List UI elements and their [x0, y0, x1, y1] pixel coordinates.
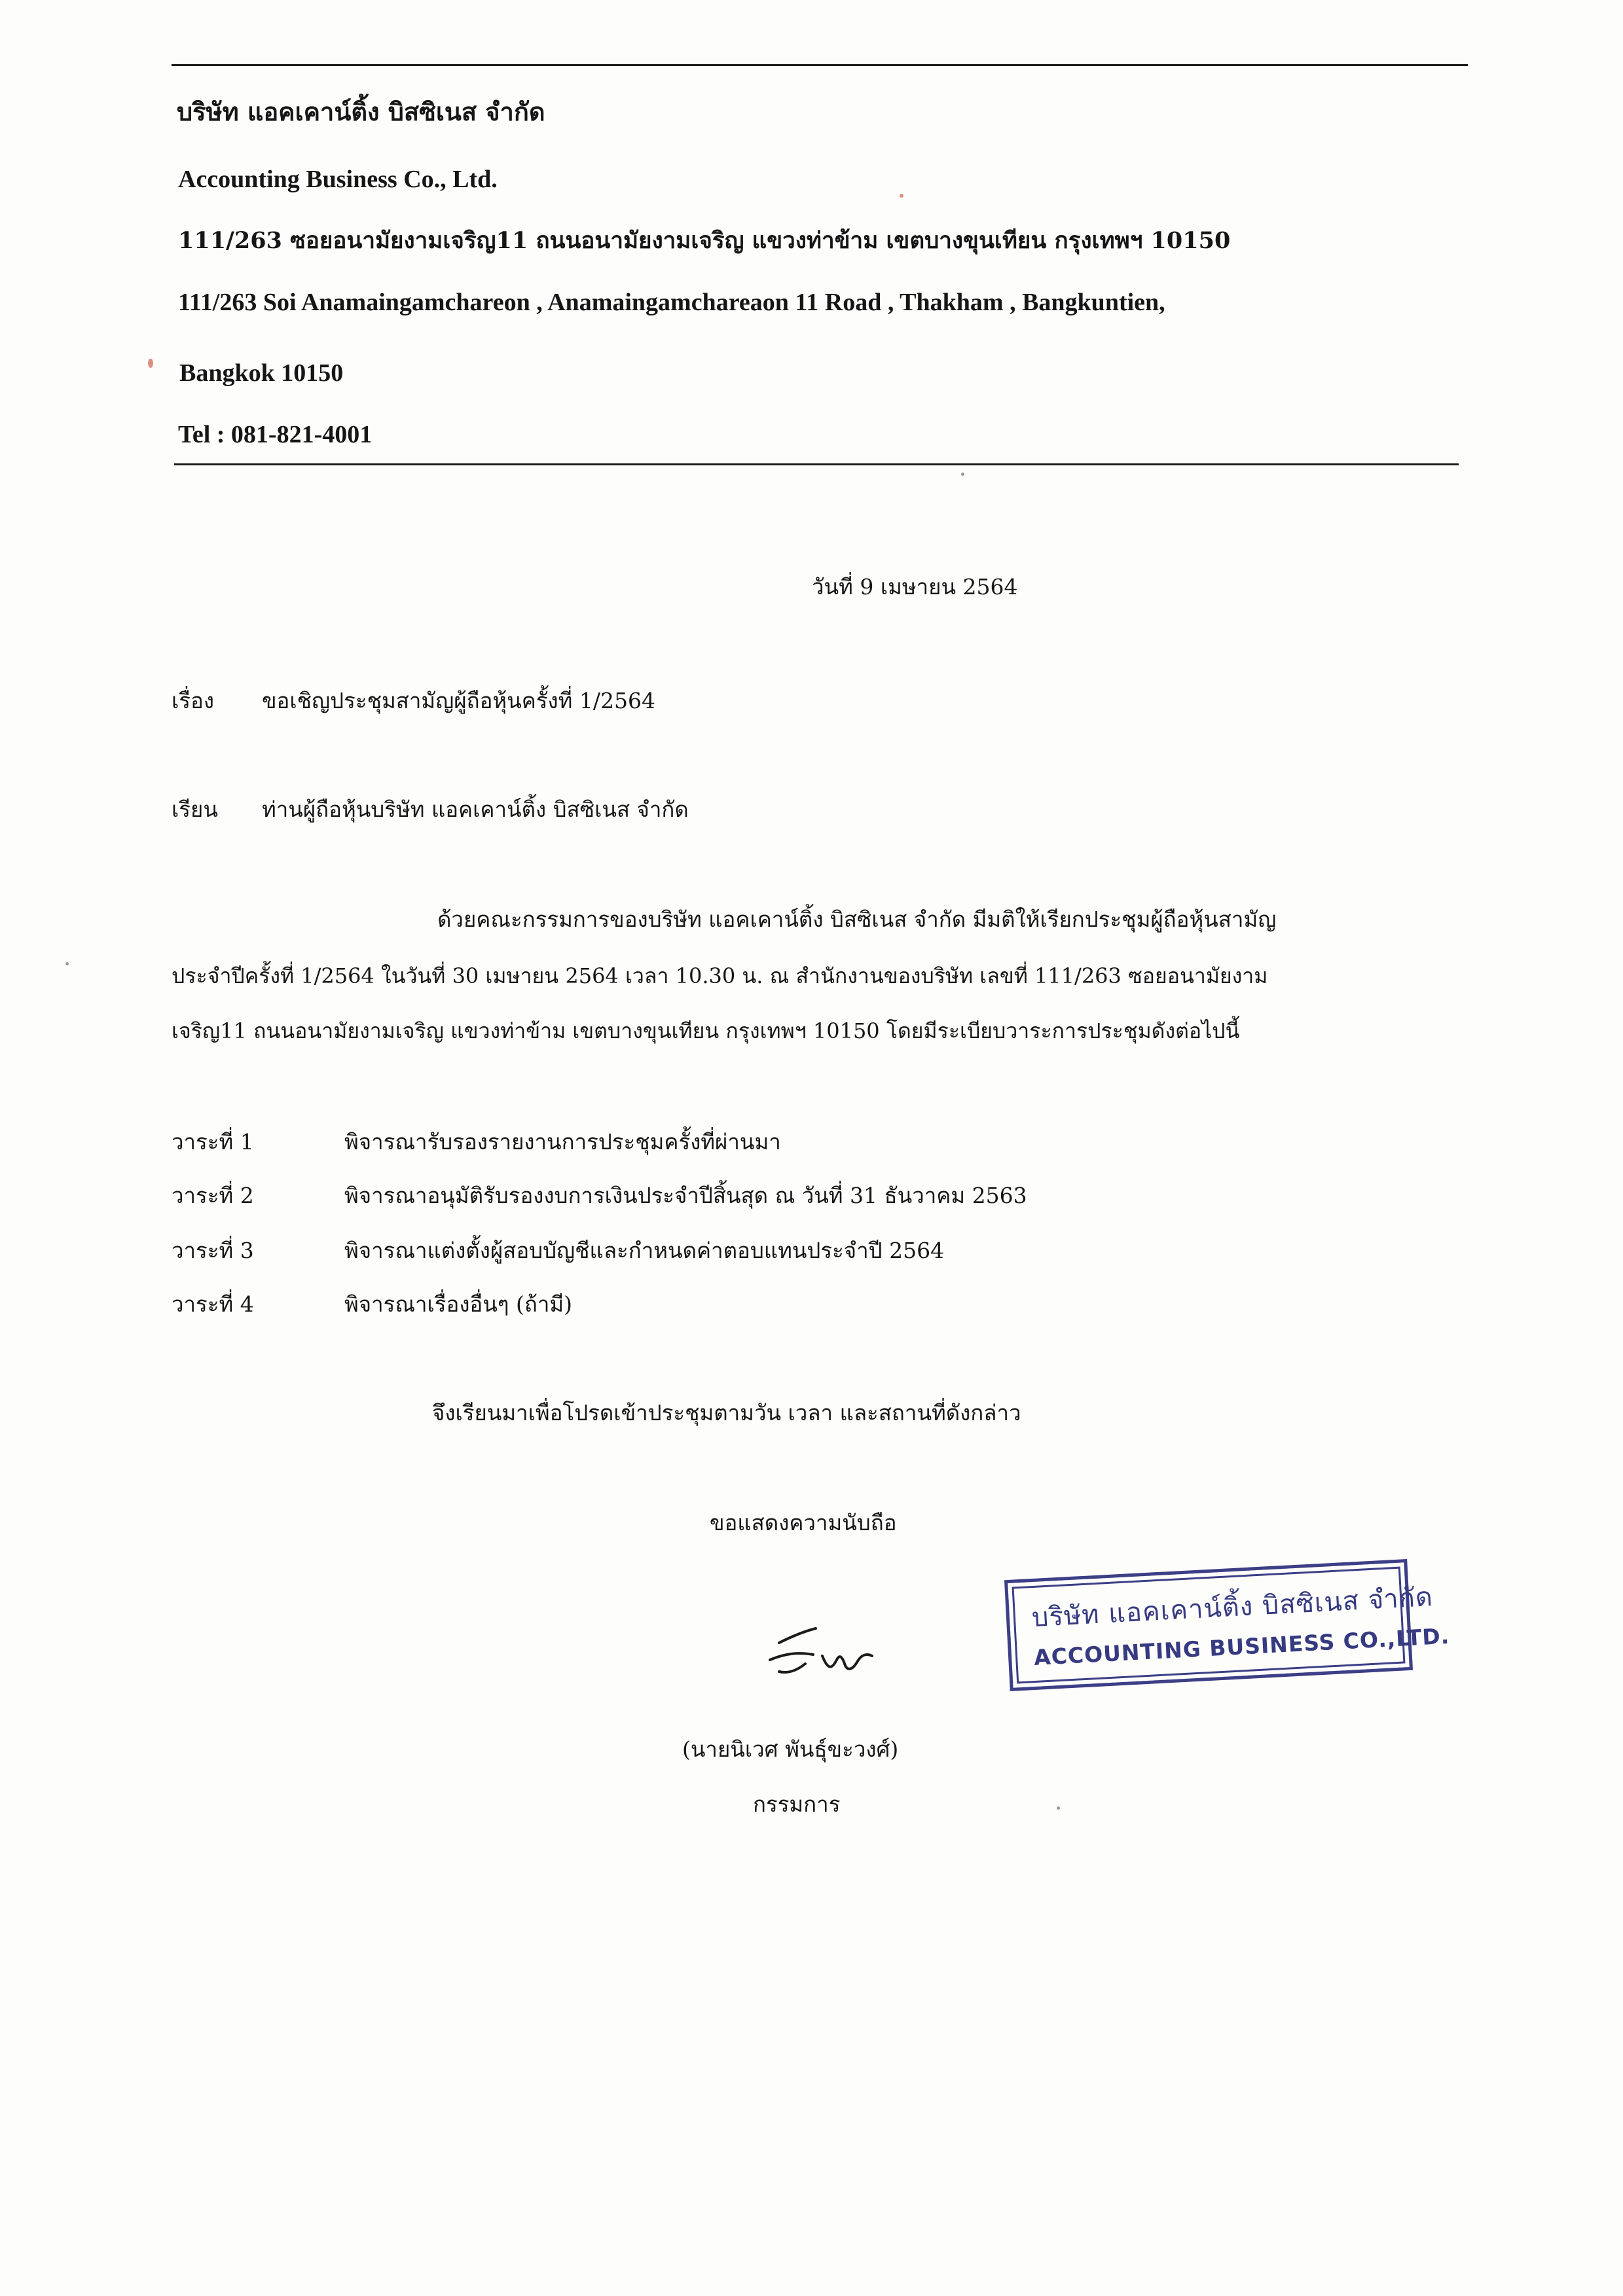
- body-paragraph-line2: ประจำปีครั้งที่ 1/2564 ในวันที่ 30 เมษายน 2564 เวลา 10.30 น. ณ สำนักงานของบริษัท เลขที่ 111/263 ซอยอนามัยงาม: [172, 963, 1268, 988]
- company-name-english: Accounting Business Co., Ltd.: [178, 166, 498, 193]
- company-address-english-line2: Bangkok 10150: [179, 359, 344, 387]
- agenda-item-3-text: พิจารณาแต่งตั้งผู้สอบบัญชีและกำหนดค่าตอบแทนประจำปี 2564: [344, 1238, 945, 1263]
- scan-speck: [1057, 1806, 1060, 1810]
- company-address-thai: 111/263 ซอยอนามัยงามเจริญ11 ถนนอนามัยงามเจริญ แขวงท่าข้าม เขตบางขุนเทียน กรุงเทพฯ 10150: [178, 227, 1231, 254]
- addressee-label: เรียน: [172, 797, 218, 822]
- company-name-thai: บริษัท แอคเคาน์ติ้ง บิสซิเนส จำกัด: [177, 97, 545, 126]
- signer-title: กรรมการ: [753, 1791, 841, 1817]
- subject-label: เรื่อง: [172, 688, 214, 713]
- stamp-text-thai: บริษัท แอคเคาน์ติ้ง บิสซิเนส จำกัด: [1030, 1582, 1434, 1634]
- stamp-text-english: ACCOUNTING BUSINESS CO.,LTD.: [1033, 1623, 1451, 1671]
- scan-speck: [961, 473, 964, 476]
- handwritten-signature: [759, 1623, 890, 1695]
- scan-speck: [148, 359, 153, 368]
- agenda-item-4-text: พิจารณาเรื่องอื่นๆ (ถ้ามี): [344, 1291, 573, 1317]
- agenda-item-2-text: พิจารณาอนุมัติรับรองงบการเงินประจำปีสิ้นสุด ณ วันที่ 31 ธันวาคม 2563: [344, 1183, 1027, 1208]
- scan-speck: [900, 194, 903, 198]
- scan-speck: [65, 962, 69, 965]
- agenda-item-1-label: วาระที่ 1: [172, 1129, 254, 1155]
- letter-date: วันที่ 9 เมษายน 2564: [812, 574, 1018, 600]
- company-address-english-line1: 111/263 Soi Anamaingamchareon , Anamaingamchareaon 11 Road , Thakham , Bangkuntien,: [178, 289, 1165, 316]
- letterhead-top-rule: [172, 64, 1468, 66]
- closing-sentence: จึงเรียนมาเพื่อโปรดเข้าประชุมตามวัน เวลา และสถานที่ดังกล่าว: [432, 1400, 1021, 1426]
- company-stamp: [1004, 1559, 1451, 1691]
- company-telephone: Tel : 081-821-4001: [178, 421, 373, 448]
- body-paragraph-line1: ด้วยคณะกรรมการของบริษัท แอคเคาน์ติ้ง บิสซิเนส จำกัด มีมติให้เรียกประชุมผู้ถือหุ้นสามัญ: [437, 906, 1277, 932]
- agenda-item-3-label: วาระที่ 3: [172, 1238, 254, 1263]
- agenda-item-2-label: วาระที่ 2: [172, 1183, 254, 1208]
- letterhead-bottom-rule: [174, 463, 1459, 465]
- subject-text: ขอเชิญประชุมสามัญผู้ถือหุ้นครั้งที่ 1/2564: [262, 688, 655, 713]
- signer-name: (นายนิเวศ พันธุ์ขะวงศ์): [682, 1736, 899, 1762]
- addressee-text: ท่านผู้ถือหุ้นบริษัท แอคเคาน์ติ้ง บิสซิเนส จำกัด: [262, 797, 689, 822]
- regards-text: ขอแสดงความนับถือ: [710, 1510, 897, 1535]
- body-paragraph-line3: เจริญ11 ถนนอนามัยงามเจริญ แขวงท่าข้าม เขตบางขุนเทียน กรุงเทพฯ 10150 โดยมีระเบียบวาระการประชุมดังต่อไปนี้: [172, 1018, 1240, 1043]
- agenda-item-1-text: พิจารณารับรองรายงานการประชุมครั้งที่ผ่านมา: [344, 1129, 781, 1155]
- agenda-item-4-label: วาระที่ 4: [172, 1291, 254, 1317]
